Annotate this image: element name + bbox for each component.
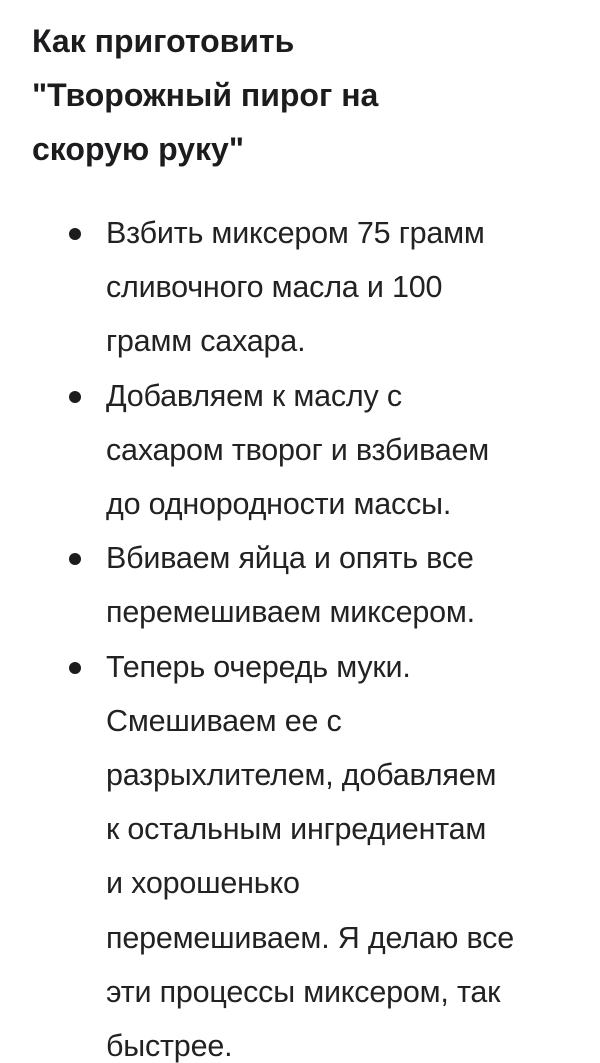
step-text-line: до однородности массы. bbox=[106, 487, 452, 522]
recipe-steps-list bbox=[0, 206, 600, 1063]
step-text-line: сахаром творог и взбиваем bbox=[106, 432, 490, 467]
recipe-step bbox=[0, 206, 600, 369]
step-text-line: Смешиваем ее с bbox=[106, 703, 342, 738]
recipe-step bbox=[0, 369, 600, 532]
recipe-step bbox=[0, 640, 600, 1063]
bullet-icon bbox=[69, 553, 81, 565]
recipe-title-line: Как приготовить bbox=[32, 23, 295, 59]
bullet-icon bbox=[69, 662, 81, 674]
step-text-line: эти процессы миксером, так bbox=[106, 974, 501, 1009]
step-text-line: Теперь очередь муки. bbox=[106, 649, 411, 684]
recipe-step bbox=[0, 531, 600, 639]
step-text-line: Взбить миксером 75 грамм bbox=[106, 216, 485, 250]
step-text-line: Вбиваем яйца и опять все bbox=[106, 541, 474, 576]
step-text-line: грамм сахара. bbox=[106, 324, 306, 359]
bullet-icon bbox=[69, 228, 81, 240]
recipe-title-line: "Творожный пирог на bbox=[32, 77, 379, 113]
recipe-title bbox=[32, 14, 572, 176]
step-text-line: Добавляем к маслу с bbox=[106, 378, 402, 413]
recipe-title-line: скорую руку" bbox=[32, 131, 244, 167]
step-text-line: перемешиваем. Я делаю все bbox=[106, 920, 514, 955]
step-text-line: перемешиваем миксером. bbox=[106, 595, 475, 630]
bullet-icon bbox=[69, 391, 81, 403]
step-text-line: разрыхлителем, добавляем bbox=[106, 758, 497, 793]
step-text-line: сливочного масла и 100 bbox=[106, 270, 443, 305]
step-text-line: быстрее. bbox=[106, 1029, 233, 1063]
step-text-line: к остальным ингредиентам bbox=[106, 812, 487, 847]
step-text-line: и хорошенько bbox=[106, 866, 300, 901]
